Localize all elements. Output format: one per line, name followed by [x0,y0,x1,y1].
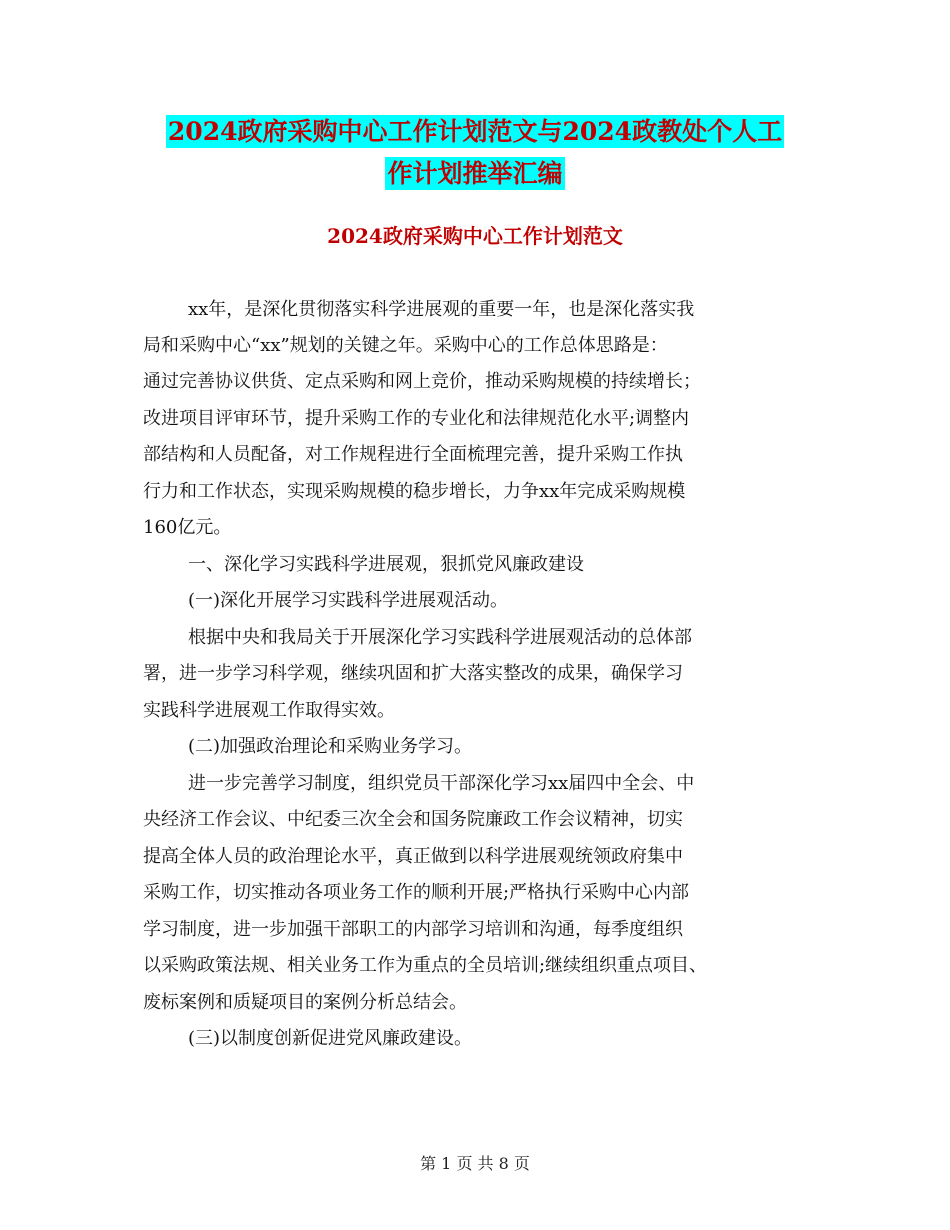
section-title: 2024政府采购中心工作计划范文 [327,224,623,248]
body-line: 160亿元。 [143,517,232,538]
body-line: 废标案例和质疑项目的案例分析总结会。 [143,992,467,1013]
body-line: 学习制度，进一步加强干部职工的内部学习培训和沟通，每季度组织 [143,919,683,940]
body-line: 署，进一步学习科学观，继续巩固和扩大落实整改的成果，确保学习 [143,663,683,684]
body-line: 局和采购中心“xx”规划的关键之年。采购中心的工作总体思路是： [143,335,668,356]
subheading-2: (二)加强政治理论和采购业务学习。 [188,736,473,757]
body-line: 部结构和人员配备，对工作规程进行全面梳理完善，提升采购工作执 [143,444,683,465]
body-line: 根据中央和我局关于开展深化学习实践科学进展观活动的总体部 [188,627,692,648]
body-line: 行力和工作状态，实现采购规模的稳步增长，力争xx年完成采购规模 [143,481,686,502]
body-line: 以采购政策法规、相关业务工作为重点的全员培训;继续组织重点项目、 [143,955,708,976]
document-title-text-2: 作计划推举汇编 [387,159,563,188]
body-line: 改进项目评审环节，提升采购工作的专业化和法律规范化水平;调整内 [143,408,690,429]
body-line: 提高全体人员的政治理论水平，真正做到以科学进展观统领政府集中 [143,846,683,867]
subheading-1: (一)深化开展学习实践科学进展观活动。 [188,590,509,611]
body-line: 采购工作，切实推动各项业务工作的顺利开展;严格执行采购中心内部 [143,882,690,903]
body-line: 实践科学进展观工作取得实效。 [143,700,395,721]
body-line: 进一步完善学习制度，组织党员干部深化学习xx届四中全会、中 [188,773,695,794]
subheading-3: (三)以制度创新促进党风廉政建设。 [188,1028,473,1049]
body-line: xx年，是深化贯彻落实科学进展观的重要一年，也是深化落实我 [188,299,695,320]
body-line: 通过完善协议供货、定点采购和网上竞价，推动采购规模的持续增长； [143,371,701,392]
document-title-line-2 [0,156,950,192]
body-line: 央经济工作会议、中纪委三次全会和国务院廉政工作会议精神，切实 [143,809,683,830]
document-title-text-1: 2024政府采购中心工作计划范文与2024政教处个人工 [167,117,783,146]
page-number-footer: 第 1 页 共 8 页 [420,1154,530,1173]
document-title-line-1 [0,114,950,150]
heading-1: 一、深化学习实践科学进展观，狠抓党风廉政建设 [188,554,584,575]
